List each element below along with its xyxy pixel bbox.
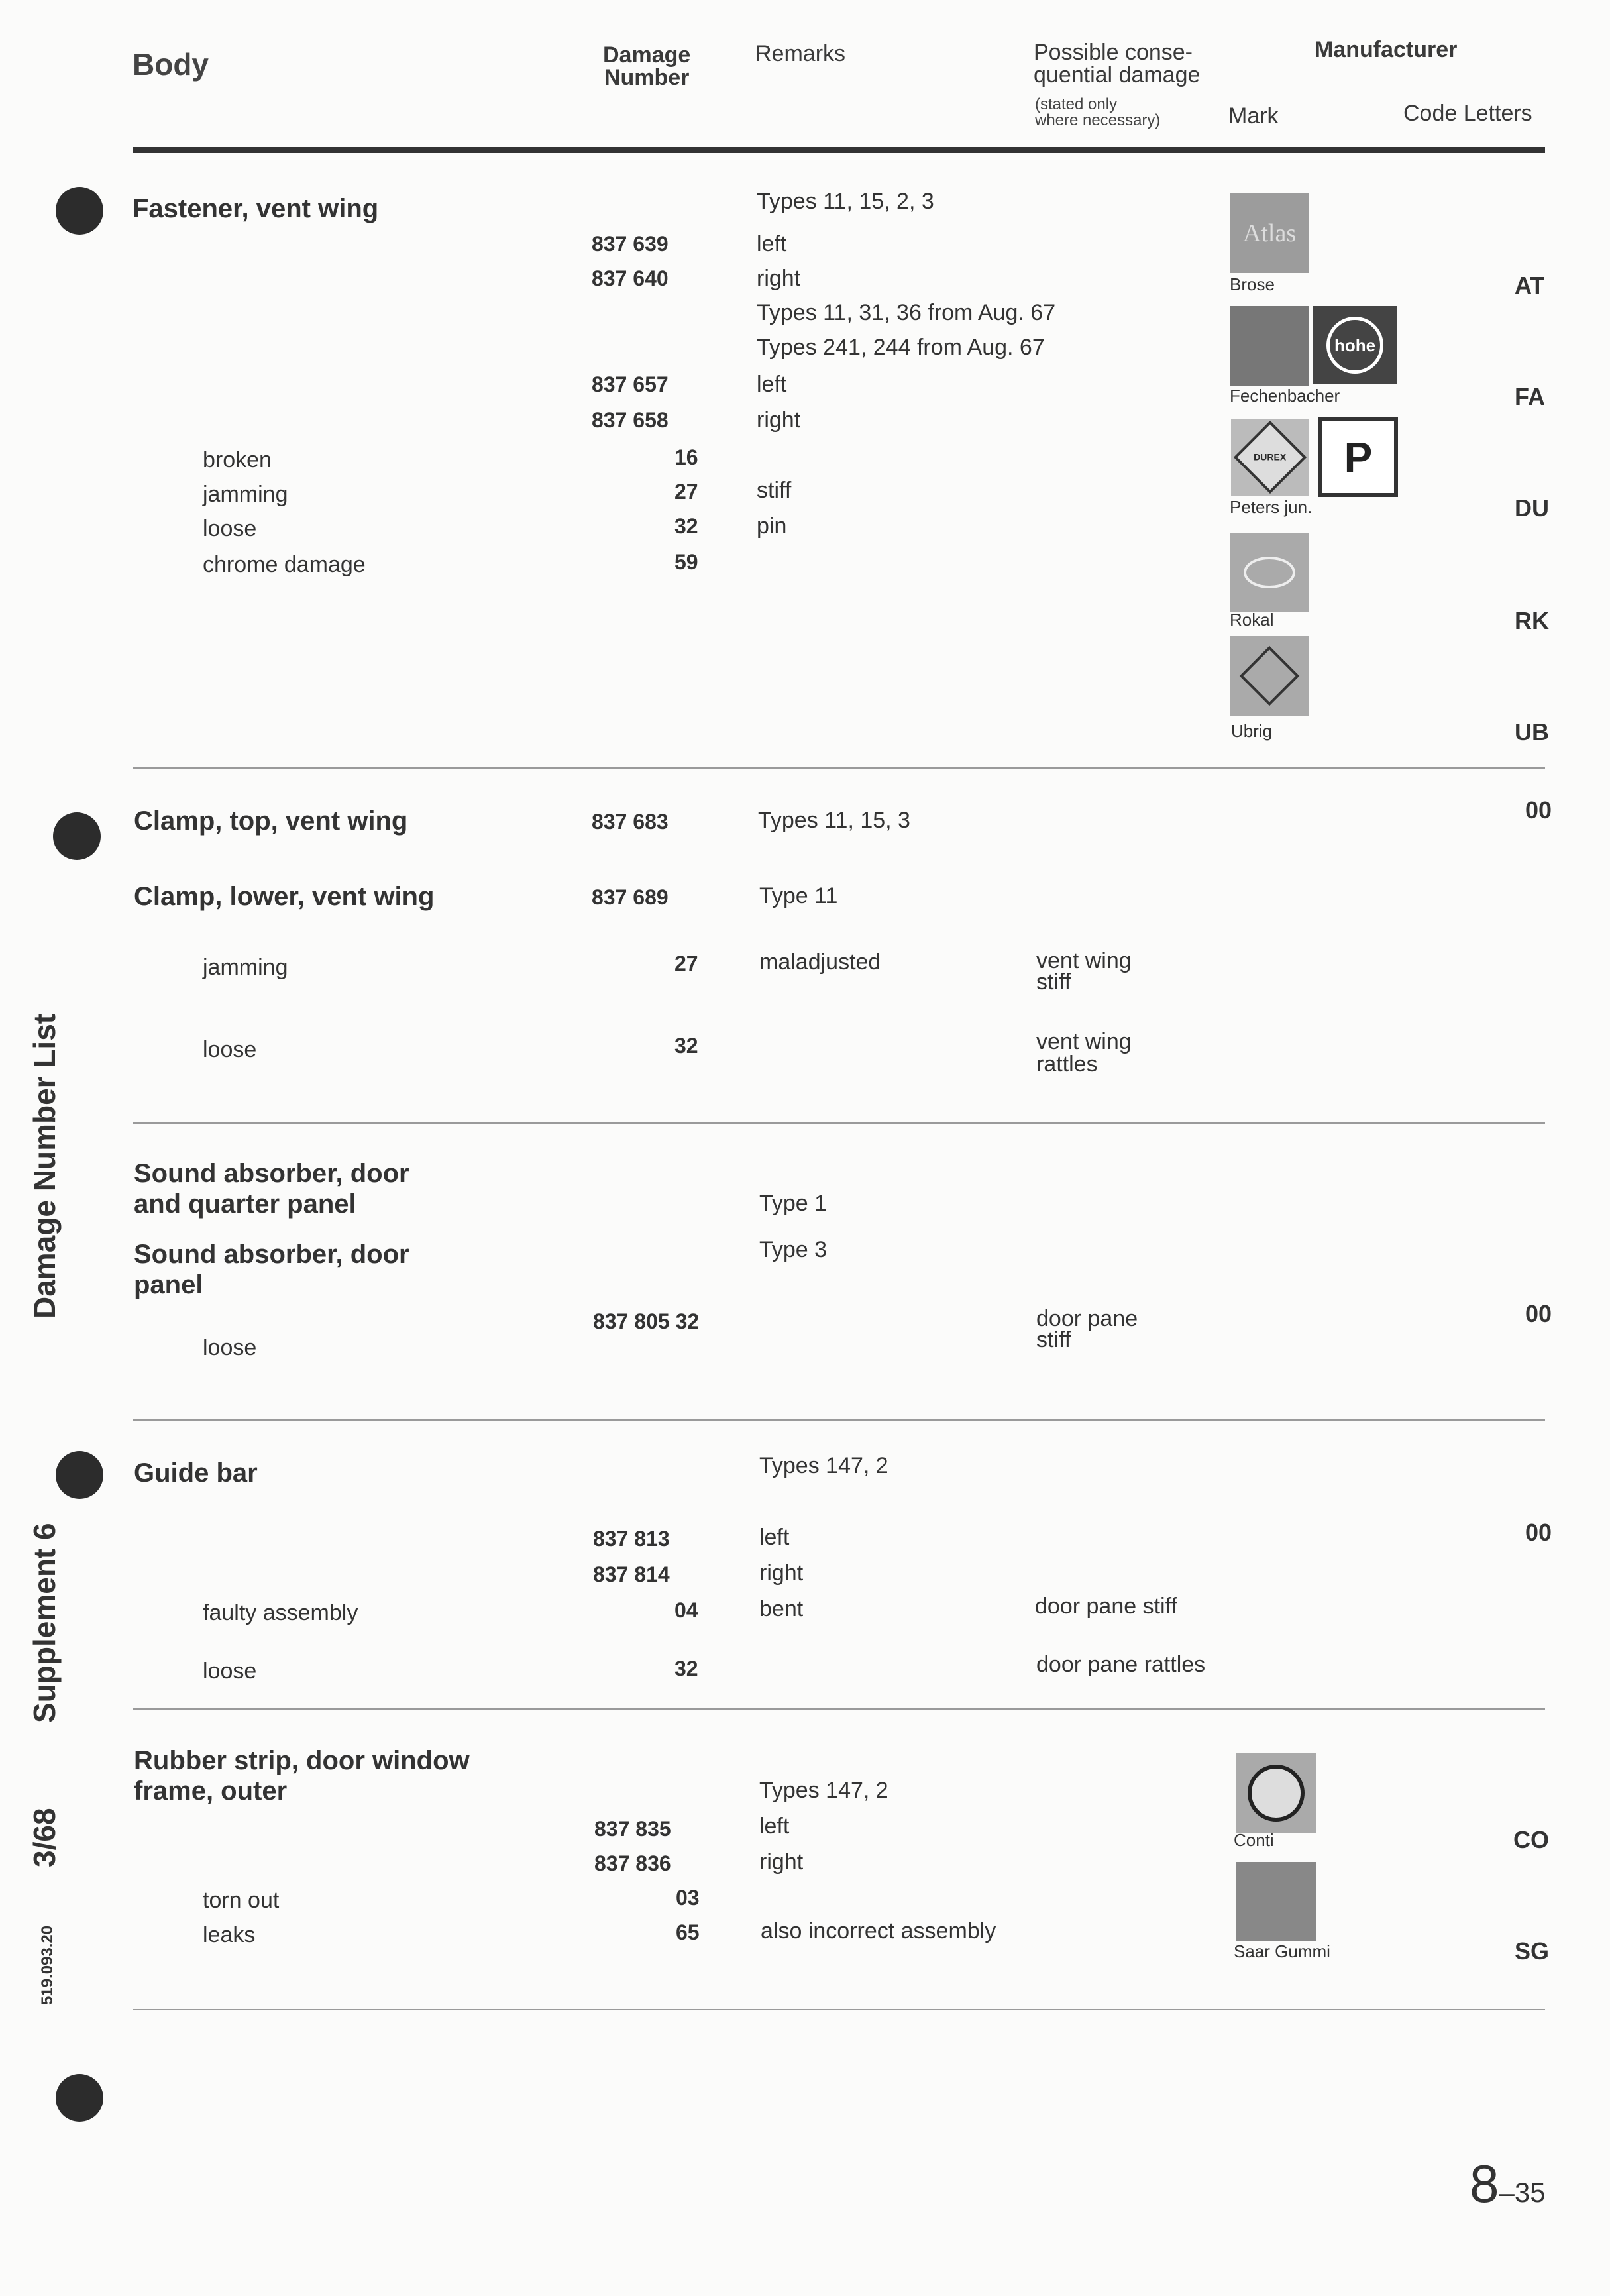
manufacturer-code: UB [1515, 718, 1549, 745]
damage-type: loose [203, 1659, 257, 1684]
header-conseq-line4: where necessary) [1035, 111, 1161, 129]
rokal-logo [1230, 533, 1309, 612]
part-title: panel [134, 1270, 203, 1299]
header-conseq-line1: Possible conse- [1034, 40, 1193, 65]
part-title: Sound absorber, door [134, 1159, 409, 1188]
damage-type: loose [203, 1335, 257, 1360]
damage-code: 03 [676, 1886, 700, 1910]
damage-code: 16 [674, 445, 698, 469]
damage-code: 27 [674, 952, 698, 975]
manufacturer-mark: Rokal [1230, 610, 1274, 629]
consequential-damage: door pane stiff [1035, 1594, 1177, 1619]
atlas-logo: Atlas [1230, 193, 1309, 273]
part-number: 837 835 [594, 1817, 671, 1841]
part-number: 837 836 [594, 1851, 671, 1875]
part-number: 837 640 [592, 266, 669, 290]
manufacturer-code: 00 [1525, 796, 1552, 824]
header-manufacturer: Manufacturer [1315, 37, 1458, 62]
ubrig-logo [1230, 636, 1309, 716]
part-number: 837 639 [592, 232, 669, 256]
binder-hole [56, 2074, 103, 2122]
damage-code: 59 [674, 550, 698, 574]
damage-type: leaks [203, 1922, 256, 1947]
sidebar-reference: 519.093.20 [38, 1925, 56, 2005]
consequential-damage: stiff [1036, 1327, 1071, 1352]
section-divider [133, 2009, 1545, 2010]
durex-logo: DUREX [1231, 419, 1309, 496]
header-rule [133, 147, 1545, 153]
remark: Type 3 [759, 1237, 828, 1262]
remark: maladjusted [759, 950, 881, 975]
damage-type: torn out [203, 1888, 280, 1913]
manufacturer-code: DU [1515, 494, 1549, 521]
header-conseq-line3: (stated only [1035, 95, 1118, 113]
remark: Types 147, 2 [759, 1778, 888, 1803]
header-conseq-line2: quential damage [1034, 62, 1201, 87]
damage-type: faulty assembly [203, 1600, 358, 1625]
part-title: Clamp, lower, vent wing [134, 882, 435, 911]
remark: right [757, 408, 801, 433]
page-number-minor: –35 [1499, 2177, 1546, 2208]
header-damage-number: Damage Number [603, 42, 691, 90]
manufacturer-code: AT [1515, 272, 1545, 299]
remark: left [759, 1525, 790, 1550]
manufacturer-mark: Ubrig [1231, 721, 1273, 741]
sidebar-supplement: Supplement 6 [27, 1523, 62, 1723]
page-number [1470, 2154, 1546, 2214]
manufacturer-mark: Brose [1230, 274, 1275, 294]
part-title: Clamp, top, vent wing [134, 806, 408, 836]
remark: left [757, 372, 787, 397]
sidebar-date: 3/68 [27, 1808, 62, 1867]
sidebar-list-title: Damage Number List [27, 1013, 62, 1319]
section-title-body: Body [133, 47, 209, 82]
manufacturer-code: CO [1513, 1826, 1549, 1853]
hohe-logo: hohe [1313, 306, 1397, 384]
remark: also incorrect assembly [761, 1918, 996, 1943]
damage-code: 32 [674, 1034, 698, 1058]
manufacturer-code: SG [1515, 1938, 1550, 1965]
binder-hole [56, 1451, 103, 1499]
binder-hole [53, 812, 101, 860]
remark: Type 11 [759, 883, 838, 908]
saar-gummi-logo [1236, 1862, 1316, 1941]
consequential-damage: door pane [1036, 1306, 1138, 1331]
manufacturer-mark: Peters jun. [1230, 497, 1313, 517]
p-logo: P [1318, 417, 1398, 497]
manufacturer-code: FA [1515, 383, 1546, 410]
part-title: Guide bar [134, 1458, 258, 1488]
remark: right [759, 1849, 804, 1875]
binder-hole [56, 187, 103, 235]
damage-type: jamming [203, 955, 288, 980]
damage-code: 27 [674, 480, 698, 504]
manufacturer-code: RK [1515, 607, 1549, 634]
part-number: 837 683 [592, 810, 669, 834]
header-mark: Mark [1228, 103, 1279, 129]
remark: pin [757, 514, 787, 539]
consequential-damage: vent wing [1036, 1029, 1132, 1054]
remark: left [759, 1814, 790, 1839]
consequential-damage: stiff [1036, 969, 1071, 995]
part-title: and quarter panel [134, 1189, 356, 1219]
part-number: 837 813 [593, 1527, 670, 1551]
remark: Type 1 [759, 1191, 828, 1216]
remark: right [759, 1560, 804, 1586]
remark: right [757, 266, 801, 291]
damage-code: 32 [674, 1657, 698, 1680]
remark: Types 11, 15, 2, 3 [757, 189, 934, 214]
manufacturer-mark: Conti [1234, 1830, 1274, 1850]
section-divider [133, 767, 1545, 769]
damage-code: 65 [676, 1920, 700, 1944]
remark: left [757, 231, 787, 256]
header-code-letters: Code Letters [1403, 101, 1532, 126]
part-number: 837 657 [592, 372, 669, 396]
damage-code: 04 [674, 1598, 698, 1622]
part-number: 837 805 32 [593, 1309, 700, 1333]
damage-type: broken [203, 447, 272, 472]
remark: Types 147, 2 [759, 1453, 888, 1478]
section-divider [133, 1708, 1545, 1710]
manufacturer-mark: Fechenbacher [1230, 386, 1340, 406]
page-number-major: 8 [1470, 2154, 1499, 2213]
part-number: 837 814 [593, 1562, 670, 1586]
conti-logo [1236, 1753, 1316, 1833]
damage-type: chrome damage [203, 552, 366, 577]
damage-code: 32 [674, 514, 698, 538]
part-number: 837 658 [592, 408, 669, 432]
consequential-damage: vent wing [1036, 948, 1132, 973]
part-title: Rubber strip, door window [134, 1746, 470, 1775]
consequential-damage: door pane rattles [1036, 1652, 1206, 1677]
remark: Types 11, 15, 3 [758, 808, 910, 833]
manufacturer-mark: Saar Gummi [1234, 1941, 1330, 1961]
damage-type: loose [203, 516, 257, 541]
section-divider [133, 1419, 1545, 1421]
section-divider [133, 1122, 1545, 1124]
damage-type: jamming [203, 482, 288, 507]
part-title: Sound absorber, door [134, 1240, 409, 1269]
damage-type: loose [203, 1037, 257, 1062]
manufacturer-code: 00 [1525, 1300, 1552, 1327]
remark: Types 11, 31, 36 from Aug. 67 [757, 300, 1056, 325]
manufacturer-code: 00 [1525, 1519, 1552, 1546]
part-title: Fastener, vent wing [133, 194, 379, 223]
header-remarks: Remarks [755, 41, 846, 66]
remark: bent [759, 1596, 804, 1621]
consequential-damage: rattles [1036, 1052, 1098, 1077]
remark: Types 241, 244 from Aug. 67 [757, 335, 1045, 360]
part-number: 837 689 [592, 885, 669, 909]
part-title: frame, outer [134, 1777, 288, 1806]
remark: stiff [757, 478, 792, 503]
fechenbacher-logo [1230, 306, 1309, 386]
